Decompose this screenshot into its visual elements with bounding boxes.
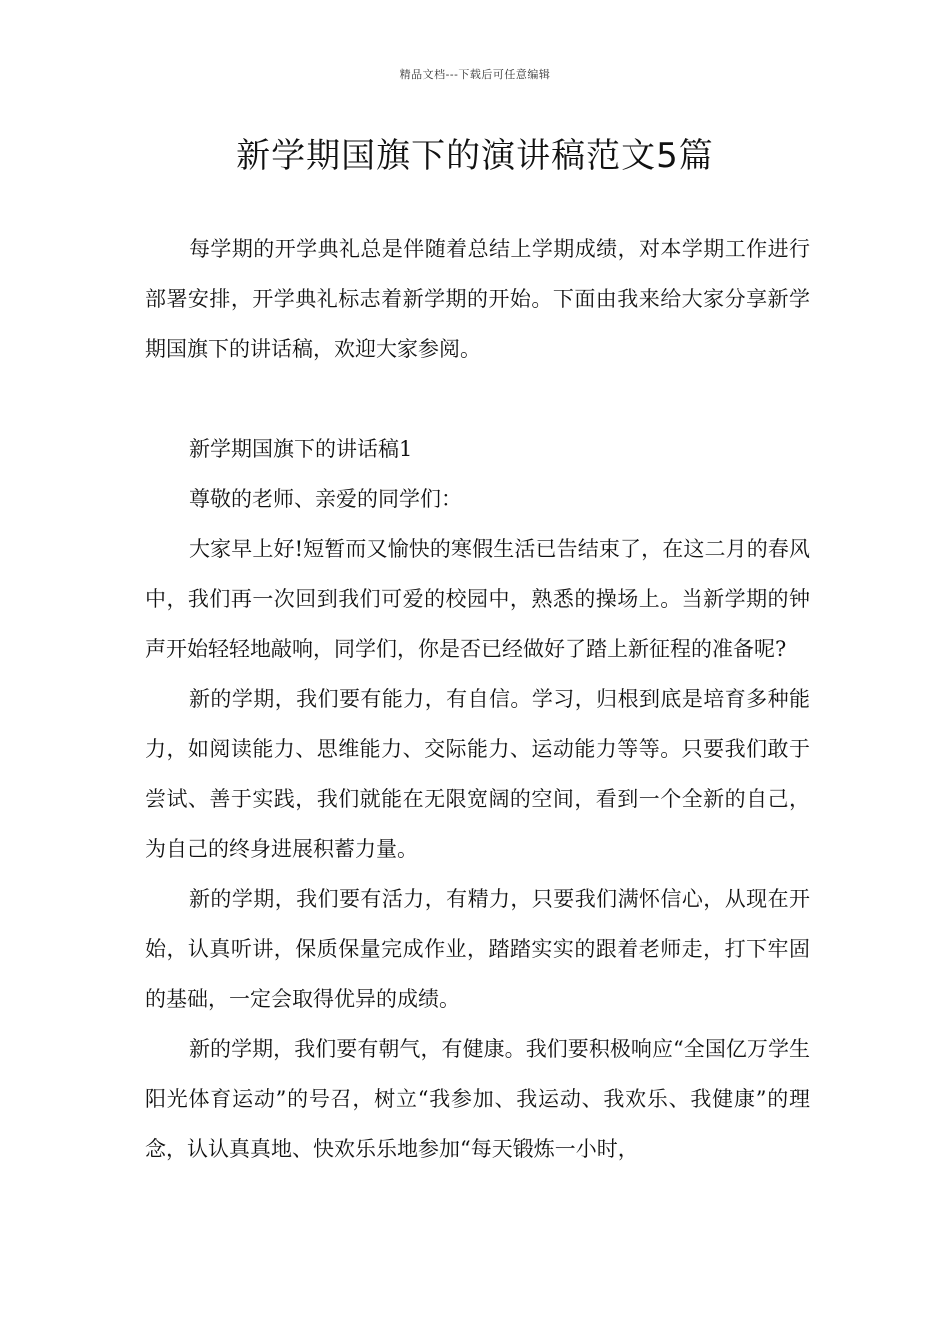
speech-section	[145, 424, 810, 1174]
body-paragraph: 大家早上好!短暂而又愉快的寒假生活已告结束了，在这二月的春风中，我们再一次回到我们可爱的校园中，熟悉的操场上。当新学期的钟声开始轻轻地敲响，同学们，你是否已经做好了踏上新征程的准备呢?	[145, 537, 810, 661]
intro-block	[145, 224, 810, 374]
section-heading: 新学期国旗下的讲话稿1	[189, 437, 413, 461]
body-paragraph: 新的学期，我们要有能力，有自信。学习，归根到底是培育多种能力，如阅读能力、思维能力、交际能力、运动能力等等。只要我们敢于尝试、善于实践，我们就能在无限宽阔的空间，看到一个全新的自己，为自己的终身进展积蓄力量。	[145, 687, 810, 861]
body-paragraph: 新的学期，我们要有活力，有精力，只要我们满怀信心，从现在开始，认真听讲，保质保量完成作业，踏踏实实的跟着老师走，打下牢固的基础，一定会取得优异的成绩。	[145, 887, 810, 1011]
intro-paragraph: 每学期的开学典礼总是伴随着总结上学期成绩，对本学期工作进行部署安排，开学典礼标志着新学期的开始。下面由我来给大家分享新学期国旗下的讲话稿，欢迎大家参阅。	[145, 237, 810, 361]
header-note: 精品文档---下载后可任意编辑	[399, 68, 551, 81]
salutation-paragraph: 尊敬的老师、亲爱的同学们：	[189, 487, 462, 511]
body-paragraph: 新的学期，我们要有朝气，有健康。我们要积极响应“全国亿万学生阳光体育运动”的号召，树立“我参加、我运动、我欢乐、我健康”的理念，认认真真地、快欢乐乐地参加“每天锻炼一小时，	[145, 1037, 810, 1161]
document-title: 新学期国旗下的演讲稿范文5篇	[236, 136, 714, 176]
